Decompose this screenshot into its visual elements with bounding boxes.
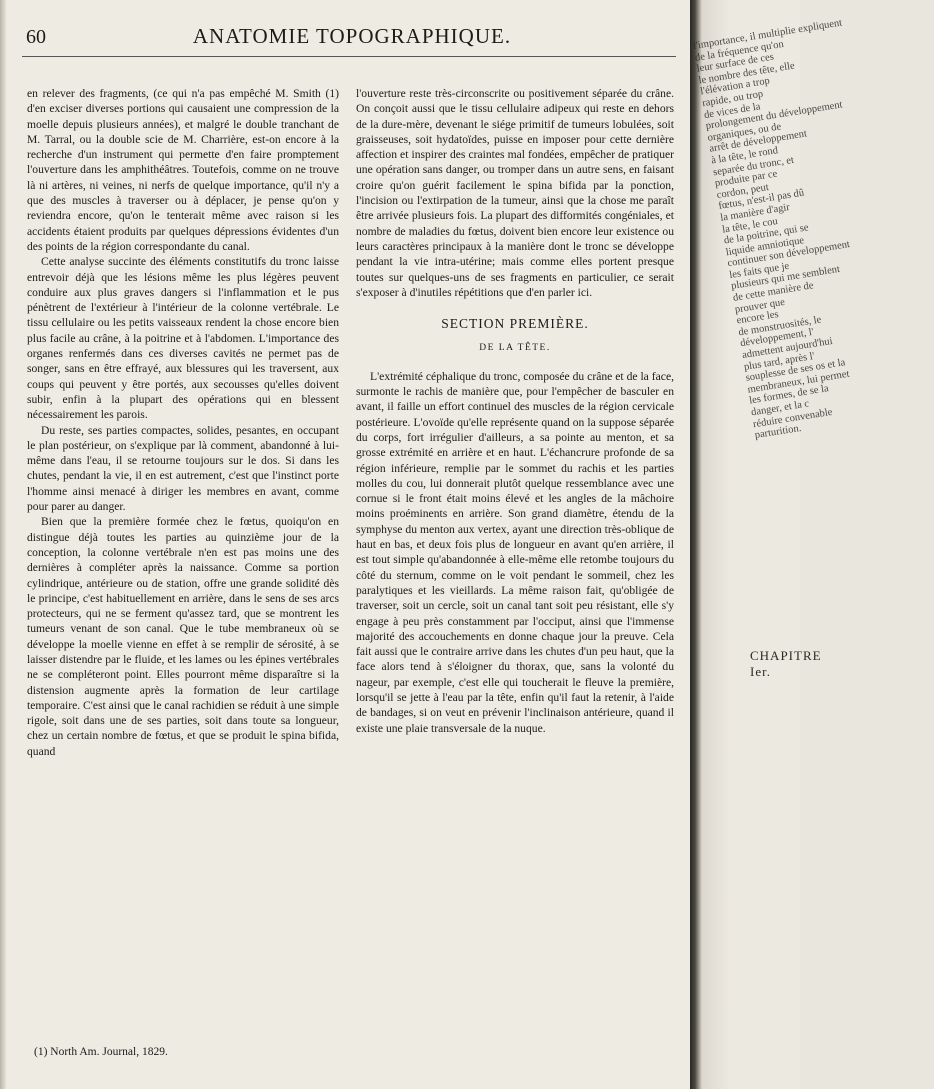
page-header [22, 14, 682, 58]
paragraph: en relever des fragments, (ce qui n'a pas empêché M. Smith (1) d'en exciser diverses portions qui causaient une compression de la moelle depuis plusieurs années), et malgré le double tranchant de M. Tarral, ou la double scie de M. Charrière, est-on encore à la recherche d'un instrument qui permette d'en faire promptement l'ouverture dans les amphithéâtres. Toutefois, comme on ne trouve là ni artères, ni veines, ni nerfs de quelque importance, qu'il n'y a que des muscles à traverser ou à déplacer, je pense qu'on y reviendra encore, qu'on le tenterait même avec raison si les accidents étaient produits par quelques dépressions évidentes d'un des points de la région correspondante du canal. [27, 87, 339, 253]
facing-page [690, 0, 851, 1089]
paragraph: L'extrémité céphalique du tronc, composée du crâne et de la face, surmonte le rachis de manière que, pour l'empêcher de basculer en avant, il faille un effort continuel des muscles de la région cervicale postérieure. L'ovoïde qu'elle représente quand on la suppose séparée du corps, fort irrégulier d'ailleurs, a sa pointe au menton, et sa grosse extrémité en arrière et en haut. L'échancrure profonde de sa région inférieure, remplie par le sommet du rachis et les parties molles du cou, lui donnerait plutôt quelque ressemblance avec une cornue si le front était moins élevé et les angles de la mâchoire moins proéminents en arrière. Son grand diamètre, étendu de la symphyse du menton aux vertex, ayant une direction très-oblique de haut en bas, et deux fois plus de longueur en avant qu'en arrière, il est tout simple qu'abandonnée à elle-même elle retombe toujours du côté du sternum, comme on le voit pendant le sommeil, chez les paralytiques et les vieillards. La même raison fait, qu'obligée de traverser, soit un cercle, soit un canal tant soit peu résistant, elle s'y engage à peu près constamment par l'occiput, ainsi que l'immense majorité des accouchements en donne chaque jour la preuve. Cela fait aussi que le contraire arrive dans les chutes d'un peu haut, que la face alors tend à s'éloigner du thorax, que, sans la volonté du nageur, par exemple, c'est elle qui toucherait le fleuve la première, lorsqu'il se jette à l'eau par la tête, enfin qu'il faut la retenir, à l'aide de bandages, si on veut en prévenir l'inclinaison antérieure, quand il existe une plaie transversale de la nuque. [356, 369, 674, 735]
paragraph: Du reste, ses parties compactes, solides, pesantes, en occupant le plan postérieur, on s'explique par là comment, abandonné à lui-même dans l'eau, il se retourne toujours sur le dos. Si dans les chutes, pendant la vie, il en est autrement, c'est que l'instinct porte l'homme ainsi menacé à diriger les membres en avant, comme pour parer au danger. [27, 423, 339, 514]
paragraph: Bien que la première formée chez le fœtus, quoiqu'on en distingue déjà toutes les parties au quinzième jour de la conception, la colonne vertébrale n'en est pas moins une des dernières à compléter après la naissance. Comme sa portion cylindrique, antérieure ou de station, offre une grande solidité dès le principe, c'est habituellement en arrière, dans le sens de ses arcs protecteurs, qui ne se ferment qu'assez tard, que se montrent les tumeurs venant de son canal. Que le tube membraneux où se développe la moelle vienne en effet à se remplir de sérosité, à se laisser distendre par le fluide, et les lames ou les épines vertébrales ne se compléteront point. Elles pourront même disparaître si la distension augmente après la formation de leur cartilage temporaire. C'est ainsi que le canal rachidien se réduit à une simple rigole, soit dans une de ses parties, soit dans toute sa longueur, chez un certain nombre de fœtus, et que se produit le spina bifida, quand [27, 515, 339, 758]
page-binding-shadow [0, 0, 6, 1089]
page-number: 60 [26, 26, 46, 48]
left-column [27, 86, 339, 759]
footnote: (1) North Am. Journal, 1829. [34, 1046, 168, 1058]
header-rule [22, 56, 676, 57]
running-title: ANATOMIE TOPOGRAPHIQUE. [192, 24, 512, 48]
section-subheading: DE LA TÊTE. [479, 343, 551, 354]
right-column [356, 86, 674, 736]
paragraph: l'ouverture reste très-circonscrite ou positivement séparée du crâne. On conçoit aussi que le tissu cellulaire adipeux qui reste en dehors de la dure-mère, devenant le siége primitif de tumeurs lobulées, soit graisseuses, soit hydatoïdes, puisse en imposer pour cette dernière affection et inspirer des craintes mal fondées, empêcher de pratiquer une opération sans danger, ou tromper dans un autre sens, en faisant croire qu'on guérit facilement le spina bifida par la ponction, l'incision ou l'extirpation de la tumeur, ainsi que la chose me paraît être arrivée plusieurs fois. La plupart des difformités congéniales, et nombre de maladies du fœtus, doivent bien encore leur existence ou leurs caractères principaux à la manière dont le tronc se développe pendant la vie intra-utérine; mais comme elles portent presque toutes sur quelques-uns de ses fragments en particulier, ce serait s'exposer à d'inutiles répétitions que d'en parler ici. [356, 87, 674, 299]
paragraph: Cette analyse succinte des éléments constitutifs du tronc laisse entrevoir déjà que les lésions même les plus légères peuvent conduire aux plus graves dangers si l'inflammation et le pus pénètrent de l'extérieur à l'intérieur de la colonne vertébrale. Le tissu cellulaire ou les petits vaisseaux rendent la chose encore bien plus facile au crâne, à la poitrine et à l'abdomen. L'importance des organes renfermés dans ces diverses cavités ne permet pas de songer, sans en être effrayé, aux blessures qui les traversent, aux coups qui peuvent y être portés, aux secousses qu'elles doivent subir, enfin à la plupart des opérations qui en blessent nécessairement les parois. [27, 255, 339, 422]
facing-page-text: l'importance, il multiplie expliquent de la fréquence qu'on leur surface de ces le nombre des tête, elle l'élévation a trop rapide, ou trop de vices de la prolongement du développement organiques, ou de arrêt de développement à la tête, le rond separée du tronc, et produite par ce cordon, peut fœtus, n'est-il pas dû la manière d'agir la tête, le cou de la poitrine, qui se liquide amniotique continuer son développement les faits que je plusieurs qui me semblent de cette manière de prouver que encore les de monstruosités, le développement, l' admettent aujourd'hui plus tard, après l' souplesse de ses os et la membraneux, lui permet les formes, de se la danger, et la c réduire convenable parturition. [692, 17, 851, 442]
facing-page-heading: CHAPITRE Ier. [750, 648, 822, 679]
section-heading: SECTION PREMIÈRE. [441, 316, 589, 332]
